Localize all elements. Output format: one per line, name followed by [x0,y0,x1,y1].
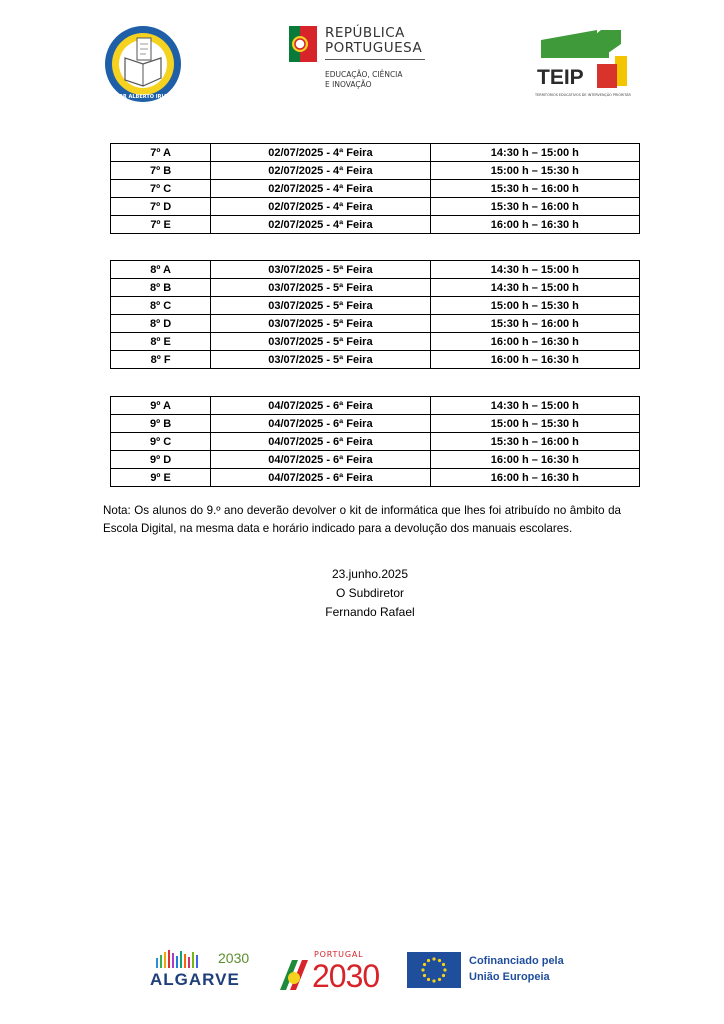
table-row [111,198,640,216]
class-cell: 8º B [111,279,211,297]
table-row [111,415,640,433]
svg-text:TERRITÓRIOS EDUCATIVOS DE INTE: TERRITÓRIOS EDUCATIVOS DE INTERVENÇÃO PRIORITÁRIA [535,93,631,97]
time-cell: 15:00 h – 15:30 h [430,297,639,315]
class-cell: 9º E [111,469,211,487]
algarve-label: ALGARVE [150,970,240,989]
table-row [111,333,640,351]
time-cell: 14:30 h – 15:00 h [430,261,639,279]
table-row [111,397,640,415]
svg-text:DR ALBERTO IRIA: DR ALBERTO IRIA [118,94,168,100]
signature-name: Fernando Rafael [325,605,415,619]
republic-sub-1: EDUCAÇÃO, CIÊNCIA [325,70,403,79]
class-cell: 7º A [111,144,211,162]
table-row [111,433,640,451]
portugal-year: 2030 [312,958,380,994]
republica-portuguesa-logo [289,24,439,94]
date-cell: 03/07/2025 - 5ª Feira [211,279,430,297]
time-cell: 15:30 h – 16:00 h [430,198,639,216]
table-row [111,469,640,487]
algarve-year: 2030 [218,950,250,966]
date-cell: 04/07/2025 - 6ª Feira [211,451,430,469]
class-cell: 7º C [111,180,211,198]
portugal-label: PORTUGAL [314,950,364,959]
time-cell: 14:30 h – 15:00 h [430,144,639,162]
teip-text: TEIP [537,66,584,89]
time-cell: 15:00 h – 15:30 h [430,415,639,433]
table-row [111,351,640,369]
schedule-table-9 [110,396,640,487]
republic-title-2: PORTUGUESA [325,40,423,56]
table-row [111,279,640,297]
date-cell: 02/07/2025 - 4ª Feira [211,144,430,162]
date-cell: 04/07/2025 - 6ª Feira [211,415,430,433]
eu-line-1: Cofinanciado pela [469,955,564,967]
class-cell: 9º D [111,451,211,469]
date-cell: 03/07/2025 - 5ª Feira [211,315,430,333]
class-cell: 8º D [111,315,211,333]
class-cell: 9º C [111,433,211,451]
class-cell: 9º A [111,397,211,415]
time-cell: 15:30 h – 16:00 h [430,315,639,333]
date-cell: 03/07/2025 - 5ª Feira [211,261,430,279]
class-cell: 8º C [111,297,211,315]
date-cell: 04/07/2025 - 6ª Feira [211,433,430,451]
note-paragraph: Nota: Os alunos do 9.º ano deverão devolver o kit de informática que lhes foi atribuído no âmbito da Escola Digital, na mesma data e horário indicado para a devolução dos manuais escolares. [103,504,621,535]
time-cell: 14:30 h – 15:00 h [430,279,639,297]
date-cell: 03/07/2025 - 5ª Feira [211,351,430,369]
class-cell: 8º A [111,261,211,279]
republic-divider [325,59,425,60]
table-row [111,216,640,234]
schedule-table-7 [110,143,640,234]
table-row [111,315,640,333]
eu-cofinanced-logo [407,952,597,988]
date-cell: 03/07/2025 - 5ª Feira [211,333,430,351]
class-cell: 7º E [111,216,211,234]
time-cell: 16:00 h – 16:30 h [430,469,639,487]
date-cell: 02/07/2025 - 4ª Feira [211,180,430,198]
table-row [111,261,640,279]
signature-date: 23.junho.2025 [331,567,409,581]
signature-role: O Subdiretor [335,586,405,600]
time-cell: 16:00 h – 16:30 h [430,351,639,369]
republic-sub-2: E INOVAÇÃO [325,80,372,89]
date-cell: 04/07/2025 - 6ª Feira [211,469,430,487]
class-cell: 8º E [111,333,211,351]
table-row [111,162,640,180]
teip-logo [531,24,631,102]
class-cell: 8º F [111,351,211,369]
schedule-table-8 [110,260,640,369]
table-row [111,180,640,198]
date-cell: 04/07/2025 - 6ª Feira [211,397,430,415]
date-cell: 02/07/2025 - 4ª Feira [211,216,430,234]
time-cell: 15:30 h – 16:00 h [430,433,639,451]
school-logo [103,24,183,104]
table-row [111,144,640,162]
date-cell: 02/07/2025 - 4ª Feira [211,162,430,180]
time-cell: 16:00 h – 16:30 h [430,333,639,351]
eu-line-2: União Europeia [469,971,550,983]
class-cell: 7º D [111,198,211,216]
table-row [111,451,640,469]
table-row [111,297,640,315]
time-cell: 16:00 h – 16:30 h [430,451,639,469]
republic-title-1: REPÚBLICA [325,25,405,41]
class-cell: 9º B [111,415,211,433]
time-cell: 16:00 h – 16:30 h [430,216,639,234]
algarve-2030-logo [150,948,260,992]
date-cell: 03/07/2025 - 5ª Feira [211,297,430,315]
date-cell: 02/07/2025 - 4ª Feira [211,198,430,216]
time-cell: 15:00 h – 15:30 h [430,162,639,180]
time-cell: 15:30 h – 16:00 h [430,180,639,198]
portugal-2030-logo [278,950,388,994]
class-cell: 7º B [111,162,211,180]
time-cell: 14:30 h – 15:00 h [430,397,639,415]
